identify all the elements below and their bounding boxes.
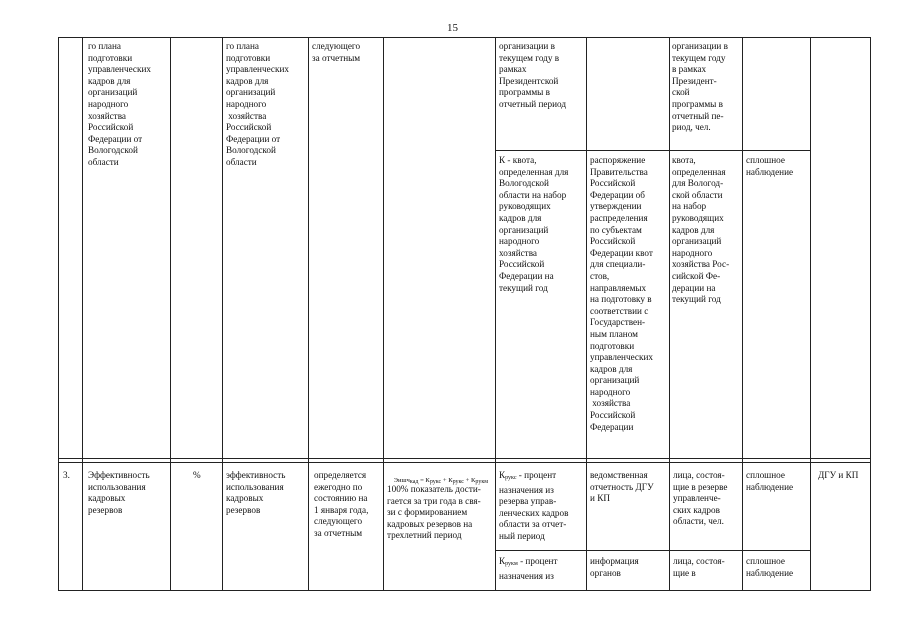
population-cont: организации в текущем году в рамках Президент- ской программы в отчетный пе- риод, чел.: [672, 41, 728, 133]
row-divider: [58, 462, 871, 463]
periodicity: определяется ежегодно по состоянию на 1 января года, следующего за отчетным: [314, 470, 369, 538]
table-top-border: [58, 37, 871, 38]
population-cont: лица, состоя- щие в: [673, 556, 725, 578]
method-continuous: сплошное наблюдение: [746, 470, 794, 492]
row-number: 3.: [63, 470, 70, 480]
method-continuous: сплошное наблюдение: [746, 556, 794, 578]
k-rukm-subscript: рукм: [505, 561, 518, 567]
unit: %: [193, 470, 201, 480]
formula-part: = К: [418, 477, 430, 484]
formula-sub: рукм: [475, 479, 489, 485]
indicator-definition-cont: го плана подготовки управленческих кадров для организаций народного хозяйства Российской Федерации от Вологодской области: [226, 41, 289, 167]
periodicity-cont: следующего за отчетным: [312, 41, 361, 63]
row-divider: [58, 458, 871, 459]
indicator-definition: эффективность использования кадровых резервов: [226, 470, 286, 515]
col-border: [870, 37, 871, 590]
component-k-ruks: [499, 470, 568, 543]
responsible: ДГУ и КП: [818, 470, 859, 480]
k-ruks-symbol: К: [499, 470, 506, 480]
formula-sub: кад: [409, 479, 419, 485]
col-border: [669, 37, 670, 590]
col-border: [82, 37, 83, 590]
sub-row-divider-top: [495, 150, 810, 151]
sub-row-divider-row3: [495, 550, 810, 551]
col-border: [58, 37, 59, 590]
formula-part: + К: [441, 477, 453, 484]
col-border: [742, 37, 743, 590]
col-border: [383, 37, 384, 590]
source-reporting: ведомственная отчетность ДГУ и КП: [590, 470, 654, 504]
col-border: [170, 37, 171, 590]
indicator-name: Эффективность использования кадровых резервов: [88, 470, 150, 515]
component-k-quota: К - квота, определенная для Вологодской области на набор руководящих кадров для организаций народного хозяйства Российской Федерации на текущий год: [499, 155, 569, 293]
col-border: [308, 37, 309, 590]
method-continuous: сплошное наблюдение: [746, 155, 794, 177]
population-reserve: лица, состоя- щие в резерве управленче- ских кадров области, чел.: [673, 470, 728, 527]
k-rukm-symbol: К: [499, 556, 506, 566]
formula-part: Эишч: [393, 477, 410, 484]
source-government-order: распоряжение Правительства Российской Федерации об утверждении распределения по субъектам Российской Федерации квот для специали- стов, направляемых на подготовку в соответствии с Государствен- ным планом подготовки управленческих кадров для организаций народного хозяйства Российской Федерации: [590, 155, 653, 432]
source-organs: информация органов: [590, 556, 639, 578]
k-ruks-text: - процент назначения из резерва управ- ленческих кадров области за отчет- ный период: [499, 470, 569, 541]
component-text-cont: организации в текущем году в рамках Президентской программы в отчетный период: [499, 41, 567, 109]
col-border: [810, 37, 811, 590]
population-quota: квота, определенная для Вологод- ской области на набор руководящих кадров для организаций народного хозяйства Рос- сийской Фе- дерации на текущий год: [672, 155, 730, 305]
k-rukm-text: - процент назначения из: [499, 556, 558, 581]
k-ruks-subscript: рукс: [505, 475, 517, 481]
formula-explanation: 100% показатель дости- гается за три года в свя- зи с формированием кадровых резервов на трехлетний период: [387, 484, 481, 541]
col-border: [222, 37, 223, 590]
page-number: 15: [447, 22, 458, 34]
table-bottom-border: [58, 590, 871, 591]
formula-sub: рукс: [429, 479, 442, 485]
col-border: [586, 37, 587, 590]
formula-sub: рукс: [452, 479, 464, 485]
component-k-rukm: [499, 556, 557, 582]
formula-part: + К: [463, 477, 476, 484]
indicator-name-cont: го плана подготовки управленческих кадров для организаций народного хозяйства Российской Федерации от Вологодской области: [88, 41, 151, 167]
col-border: [495, 37, 496, 590]
